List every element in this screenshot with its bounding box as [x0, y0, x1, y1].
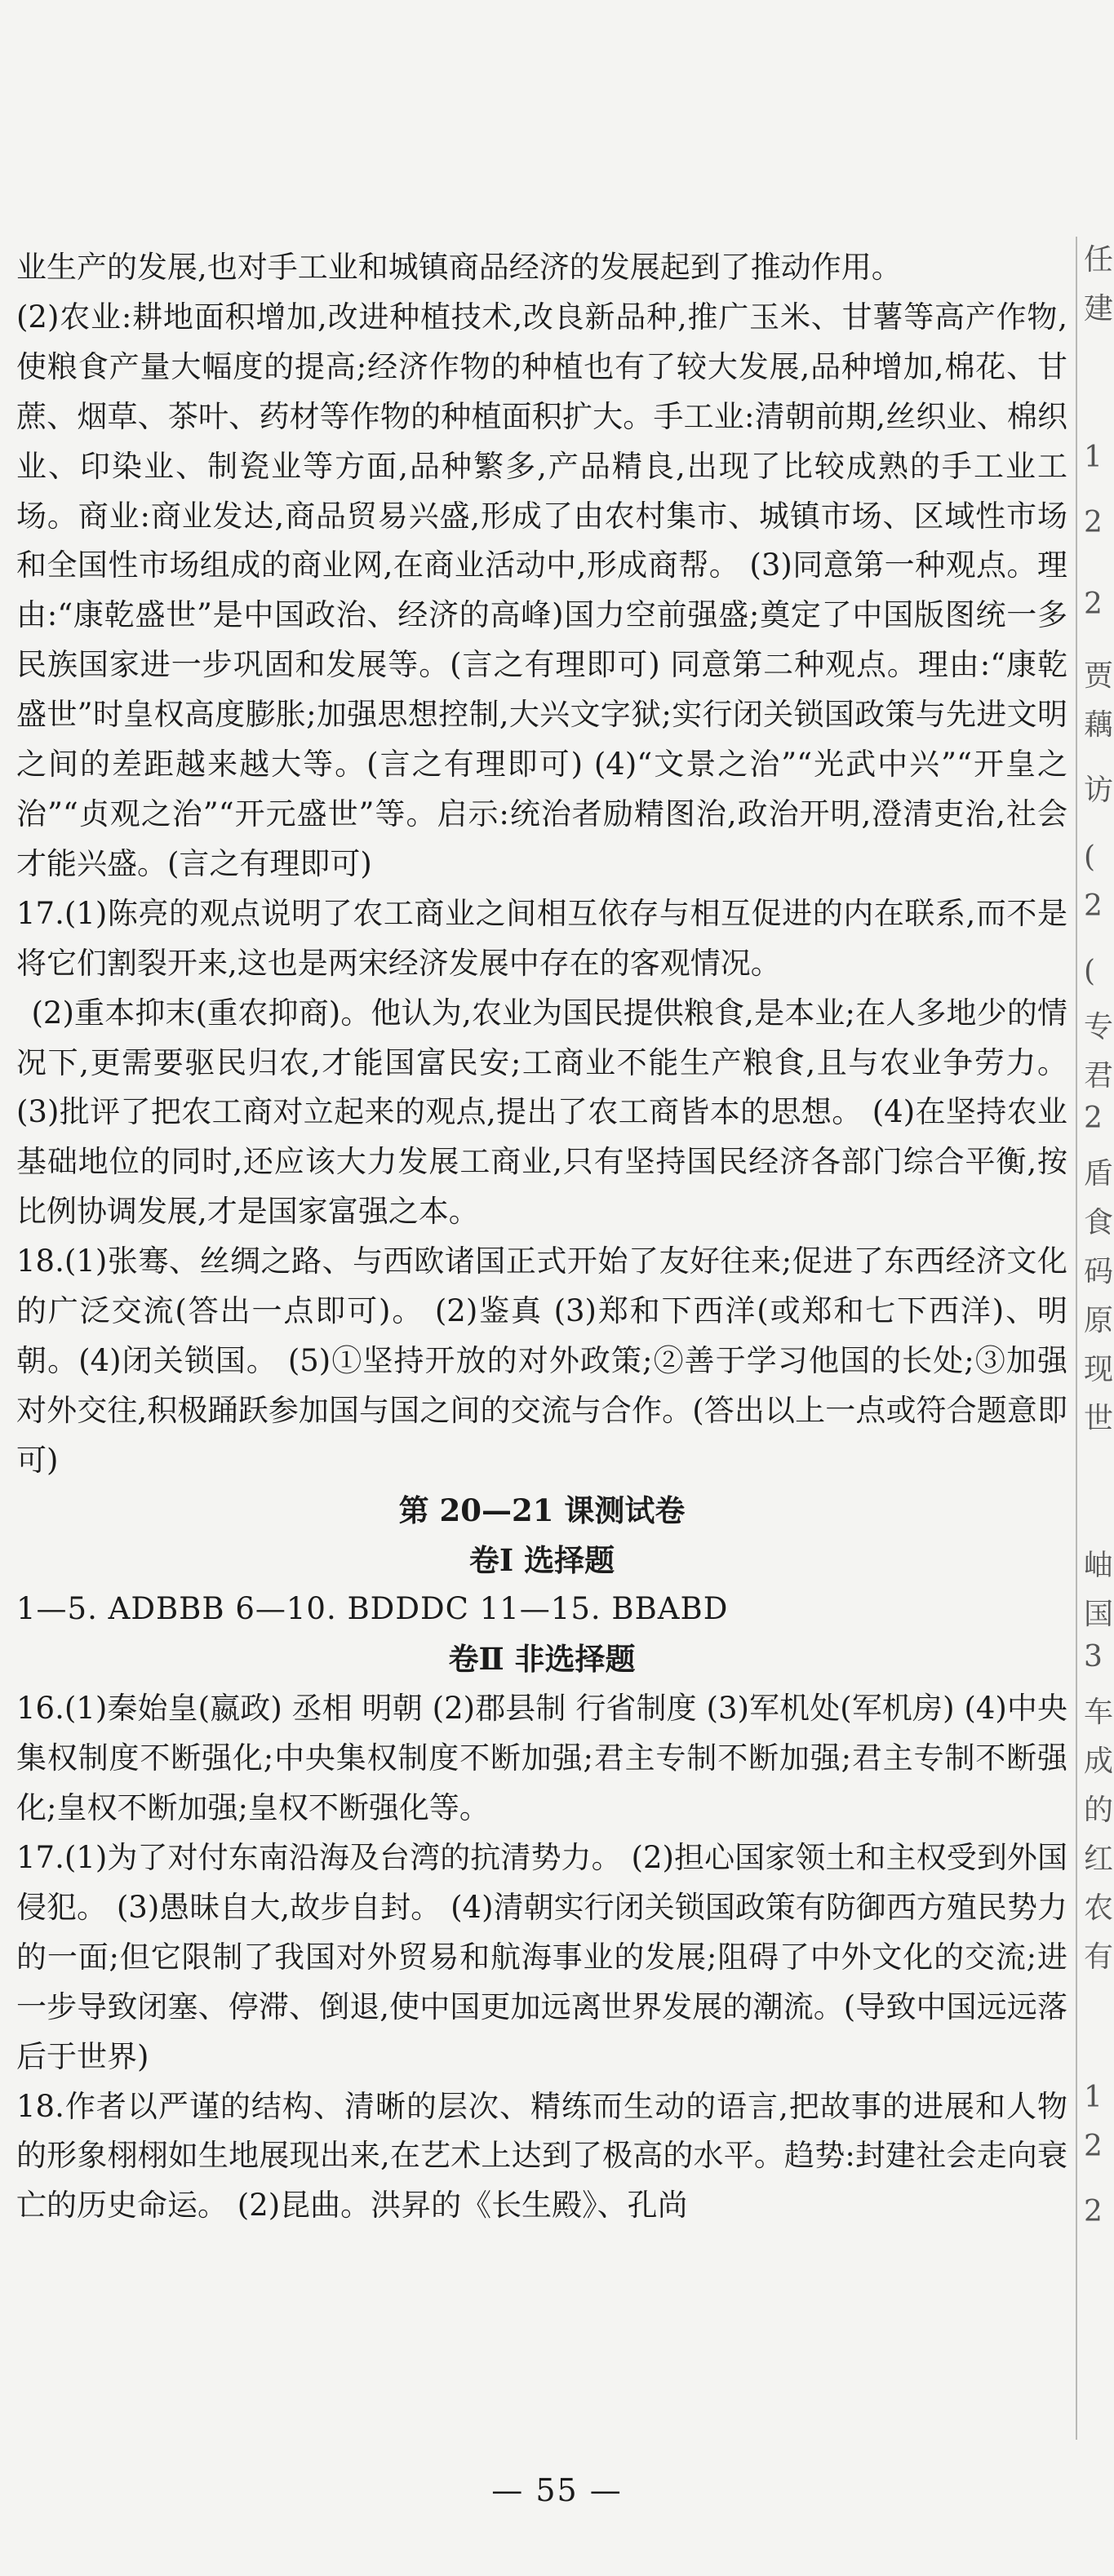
- edge-fragment: 世: [1084, 1402, 1114, 1435]
- edge-fragment: 国: [1084, 1598, 1114, 1631]
- edge-fragment: 食: [1084, 1206, 1114, 1239]
- edge-fragment: 专: [1084, 1010, 1114, 1044]
- edge-fragment: (: [1084, 840, 1096, 874]
- edge-fragment: 建: [1084, 292, 1114, 326]
- edge-fragment: 农: [1084, 1891, 1114, 1925]
- answer-text-column: [16, 243, 1067, 2231]
- edge-fragment: 2: [1084, 506, 1103, 539]
- edge-fragment: 1: [1084, 441, 1103, 474]
- edge-fragment: 码: [1084, 1255, 1114, 1288]
- edge-fragment: 贾: [1084, 659, 1114, 693]
- edge-fragment: 访: [1084, 774, 1114, 807]
- edge-fragment: 2: [1084, 1102, 1103, 1135]
- edge-fragment: 红: [1084, 1842, 1114, 1876]
- paragraph-1: 业生产的发展,也对手工业和城镇商品经济的发展起到了推动作用。: [16, 250, 902, 285]
- edge-fragment: 现: [1084, 1353, 1114, 1386]
- adjacent-column-edge: [1076, 237, 1114, 2440]
- edge-fragment: 岫: [1084, 1549, 1114, 1582]
- part-1-answers: 1—5. ADBBB 6—10. BDDDC 11—15. BBABD: [16, 1591, 729, 1627]
- edge-fragment: 君: [1084, 1059, 1114, 1093]
- edge-fragment: 任: [1084, 243, 1114, 277]
- edge-fragment: (: [1084, 955, 1096, 988]
- paragraph-5: 18.(1)张骞、丝绸之路、与西欧诸国正式开始了友好往来;促进了东西经济文化的广泛交流(答出一点即可)。 (2)鉴真 (3)郑和下西洋(或郑和七下西洋)、明朝。(4)闭关锁国。 (5)①坚持开放的对外政策;②善于学习他国的长处;③加强对外交往,积极踊跃参加国与国之间的交流与合作。(答出以上一点或符合题意即可): [16, 1244, 1067, 1478]
- edge-fragment: 的: [1084, 1793, 1114, 1827]
- edge-fragment: 2: [1084, 2195, 1103, 2228]
- part-2-paragraph-2: 17.(1)为了对付东南沿海及台湾的抗清势力。 (2)担心国家领土和主权受到外国侵犯。 (3)愚昧自大,故步自封。 (4)清朝实行闭关锁国政策有防御西方殖民势力的一面;但它限制了我国对外贸易和航海事业的发展;阻碍了中外文化的交流;进一步导致闭塞、停滞、倒退,使中国更加远离世界发展的潮流。(导致中国远远落后于世界): [16, 1840, 1067, 2074]
- paragraph-3: 17.(1)陈亮的观点说明了农工商业之间相互依存与相互促进的内在联系,而不是将它们割裂开来,这也是两宋经济发展中存在的客观情况。: [16, 895, 1067, 981]
- part-2-title: 卷Ⅱ 非选择题: [448, 1641, 636, 1678]
- edge-fragment: 车: [1084, 1696, 1114, 1729]
- edge-fragment: 成: [1084, 1745, 1114, 1778]
- part-2-paragraph-3: 18.作者以严谨的结构、清晰的层次、精练而生动的语言,把故事的进展和人物的形象栩栩如生地展现出来,在艺术上达到了极高的水平。趋势:封建社会走向衰亡的历史命运。 (2)昆曲。洪昇的《长生殿》、孔尚: [16, 2088, 1067, 2224]
- edge-fragment: 2: [1084, 587, 1103, 621]
- page-number: — 55 —: [491, 2472, 623, 2508]
- paragraph-4: (2)重本抑末(重农抑商)。他认为,农业为国民提供粮食,是本业;在人多地少的情况下,更需要驱民归农,才能国富民安;工商业不能生产粮食,且与农业争劳力。 (3)批评了把农工商对立起来的观点,提出了农工商皆本的思想。 (4)在坚持农业基础地位的同时,还应该大力发展工商业,只有坚持国民经济各部门综合平衡,按比例协调发展,才是国家富强之本。: [16, 995, 1067, 1230]
- edge-fragment: 2: [1084, 889, 1103, 923]
- section-title: 第 20—21 课测试卷: [398, 1492, 686, 1528]
- paragraph-2: (2)农业:耕地面积增加,改进种植技术,改良新品种,推广玉米、甘薯等高产作物,使粮食产量大幅度的提高;经济作物的种植也有了较大发展,品种增加,棉花、甘蔗、烟草、茶叶、药材等作物的种植面积扩大。手工业:清朝前期,丝织业、棉织业、印染业、制瓷业等方面,品种繁多,产品精良,出现了比较成熟的手工业工场。商业:商业发达,商品贸易兴盛,形成了由农村集市、城镇市场、区域性市场和全国性市场组成的商业网,在商业活动中,形成商帮。 (3)同意第一种观点。理由:“康乾盛世”是中国政治、经济的高峰)国力空前强盛;奠定了中国版图统一多民族国家进一步巩固和发展等。(言之有理即可) 同意第二种观点。理由:“康乾盛世”时皇权高度膨胀;加强思想控制,大兴文字狱;实行闭关锁国政策与先进文明之间的差距越来越大等。(言之有理即可) (4)“文景之治”“光武中兴”“开皇之治”“贞观之治”“开元盛世”等。启示:统治者励精图治,政治开明,澄清吏治,社会才能兴盛。(言之有理即可): [16, 299, 1067, 881]
- part-1-title: 卷Ⅰ 选择题: [468, 1541, 615, 1578]
- edge-fragment: 藕: [1084, 708, 1114, 742]
- part-2-paragraph-1: 16.(1)秦始皇(嬴政) 丞相 明朝 (2)郡县制 行省制度 (3)军机处(军机房) (4)中央集权制度不断强化;中央集权制度不断加强;君主专制不断加强;君主专制不断强化;皇权不断加强;皇权不断强化等。: [16, 1691, 1067, 1826]
- edge-fragment: 原: [1084, 1304, 1114, 1337]
- edge-fragment: 盾: [1084, 1157, 1114, 1190]
- edge-fragment: 3: [1084, 1640, 1103, 1674]
- edge-fragment: 2: [1084, 2130, 1103, 2163]
- edge-fragment: 1: [1084, 2081, 1103, 2114]
- edge-fragment: 有: [1084, 1940, 1114, 1974]
